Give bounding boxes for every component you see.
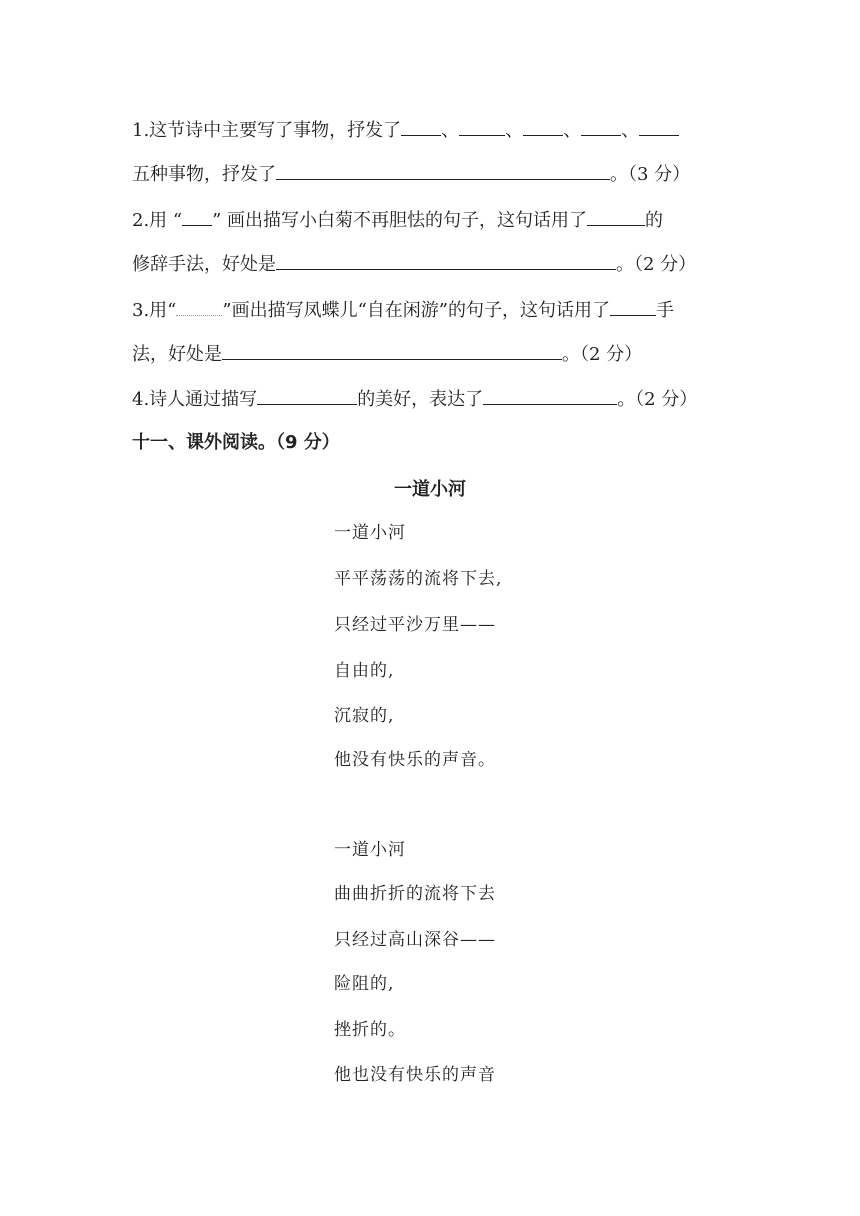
question-2-line-2 xyxy=(132,251,696,277)
question-2-text: 2.用 “ xyxy=(132,210,183,231)
answer-blank[interactable] xyxy=(610,297,656,316)
question-2-text-b: ” 画出描写小白菊不再胆怯的句子，这句话用了 xyxy=(212,210,588,231)
question-3-text-2: 法，好处是 xyxy=(132,344,222,365)
answer-blank[interactable] xyxy=(222,341,562,360)
poem-line: 他没有快乐的声音。 xyxy=(334,750,496,770)
question-2-text-2: 修辞手法，好处是 xyxy=(132,254,276,275)
question-3-text: 3.用“ xyxy=(132,300,177,321)
poem-line: 沉寂的, xyxy=(334,706,395,726)
poem-line: 一道小河 xyxy=(334,840,406,860)
question-3-line-2 xyxy=(132,341,642,367)
answer-blank[interactable] xyxy=(483,386,617,405)
question-1-line-2 xyxy=(132,161,690,187)
separator: 、 xyxy=(621,120,640,141)
poem-line: 只经过平沙万里—— xyxy=(334,615,496,635)
answer-blank[interactable] xyxy=(401,117,441,136)
question-1-text: 1.这节诗中主要写了事物，抒发了 xyxy=(132,120,402,141)
score-label: 。（2 分） xyxy=(562,344,643,365)
answer-blank[interactable] xyxy=(276,161,610,180)
answer-blank[interactable] xyxy=(581,117,621,136)
poem-line: 险阻的, xyxy=(334,974,395,994)
question-3-line-1 xyxy=(132,297,674,323)
question-4-text: 4.诗人通过描写 xyxy=(132,389,258,410)
poem-line: 一道小河 xyxy=(334,523,406,543)
answer-blank[interactable] xyxy=(587,207,645,226)
question-1-line-1 xyxy=(132,117,679,143)
score-label: 。（2 分） xyxy=(616,254,697,275)
poem-line: 挫折的。 xyxy=(334,1020,406,1040)
wavy-line-sample xyxy=(176,297,222,316)
poem-line: 曲曲折折的流将下去 xyxy=(334,884,496,904)
poem-line: 自由的, xyxy=(334,661,395,681)
underline-sample xyxy=(182,207,212,226)
answer-blank[interactable] xyxy=(276,251,616,270)
separator: 、 xyxy=(505,120,524,141)
question-1-text-2: 五种事物，抒发了 xyxy=(132,164,276,185)
separator: 、 xyxy=(563,120,582,141)
score-label: 。（2 分） xyxy=(617,389,698,410)
question-4-line xyxy=(132,386,697,412)
poem-line: 只经过高山深谷—— xyxy=(334,930,496,950)
question-4-text-b: 的美好，表达了 xyxy=(357,389,484,410)
separator: 、 xyxy=(441,120,460,141)
score-label: 。（3 分） xyxy=(610,164,691,185)
answer-blank[interactable] xyxy=(459,117,505,136)
poem-line: 平平荡荡的流将下去, xyxy=(334,569,503,589)
answer-blank[interactable] xyxy=(639,117,679,136)
poem-line: 他也没有快乐的声音 xyxy=(334,1065,496,1085)
answer-blank[interactable] xyxy=(523,117,563,136)
question-2-line-1 xyxy=(132,207,663,233)
poem-title: 一道小河 xyxy=(394,479,466,500)
answer-blank[interactable] xyxy=(257,386,357,405)
question-3-text-c: 手 xyxy=(656,300,674,321)
section-heading: 十一、课外阅读。（9 分） xyxy=(132,432,340,453)
question-3-text-b: ”画出描写凤蝶儿“自在闲游”的句子，这句话用了 xyxy=(222,300,610,321)
question-2-text-c: 的 xyxy=(645,210,664,231)
